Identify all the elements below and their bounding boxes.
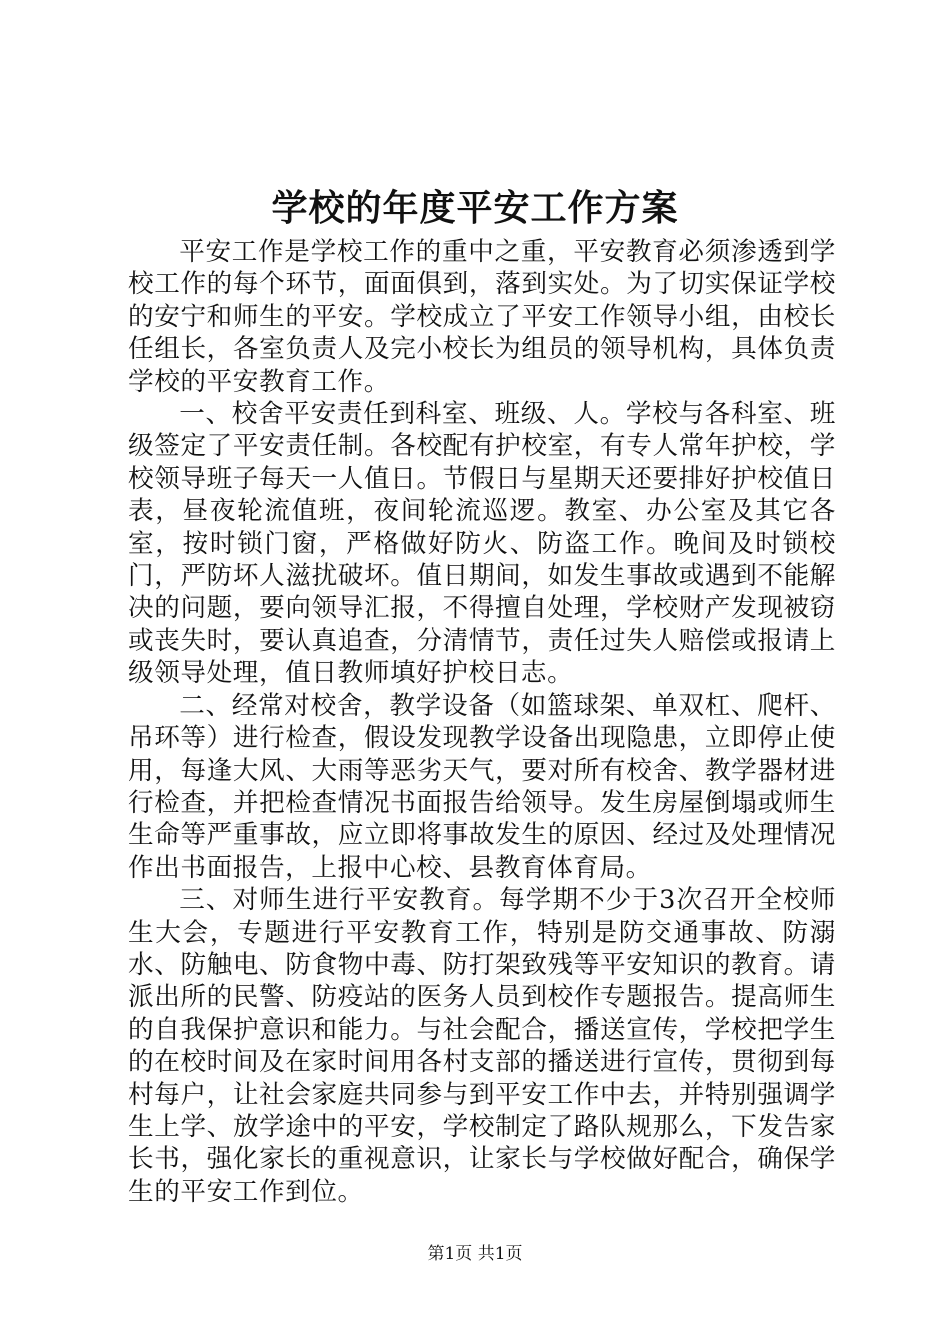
document-body — [128, 236, 836, 1208]
paragraph-section-3: 三、对师生进行平安教育。每学期不少于3次召开全校师生大会，专题进行平安教育工作，特别是防交通事故、防溺水、防触电、防食物中毒、防打架致残等平安知识的教育。请派出所的民警、防疫站的医务人员到校作专题报告。提高师生的自我保护意识和能力。与社会配合，播送宣传，学校把学生的在校时间及在家时间用各村支部的播送进行宣传，贯彻到每村每户，让社会家庭共同参与到平安工作中去，并特别强调学生上学、放学途中的平安，学校制定了路队规那么，下发告家长书，强化家长的重视意识，让家长与学校做好配合，确保学生的平安工作到位。 — [128, 885, 836, 1207]
paragraph-intro: 平安工作是学校工作的重中之重，平安教育必须渗透到学校工作的每个环节，面面俱到，落到实处。为了切实保证学校的安宁和师生的平安。学校成立了平安工作领导小组，由校长任组长，各室负责人及完小校长为组员的领导机构，具体负责学校的平安教育工作。 — [128, 237, 836, 397]
document-title: 学校的年度平安工作方案 — [271, 187, 679, 229]
paragraph-section-1: 一、校舍平安责任到科室、班级、人。学校与各科室、班级签定了平安责任制。各校配有护校室，有专人常年护校，学校领导班子每天一人值日。节假日与星期天还要排好护校值日表，昼夜轮流值班，夜间轮流巡逻。教室、办公室及其它各室，按时锁门窗，严格做好防火、防盗工作。晚间及时锁校门，严防坏人滋扰破坏。值日期间，如发生事故或遇到不能解决的问题，要向领导汇报，不得擅自处理，学校财产发现被窃或丧失时，要认真追查，分清情节，责任过失人赔偿或报请上级领导处理，值日教师填好护校日志。 — [128, 399, 836, 689]
paragraph-section-2: 二、经常对校舍，教学设备（如篮球架、单双杠、爬杆、吊环等）进行检查，假设发现教学设备出现隐患，立即停止使用，每逢大风、大雨等恶劣天气，要对所有校舍、教学器材进行检查，并把检查情况书面报告给领导。发生房屋倒塌或师生生命等严重事故，应立即将事故发生的原因、经过及处理情况作出书面报告，上报中心校、县教育体育局。 — [128, 690, 836, 883]
page-number-footer: 第1页 共1页 — [427, 1244, 523, 1264]
